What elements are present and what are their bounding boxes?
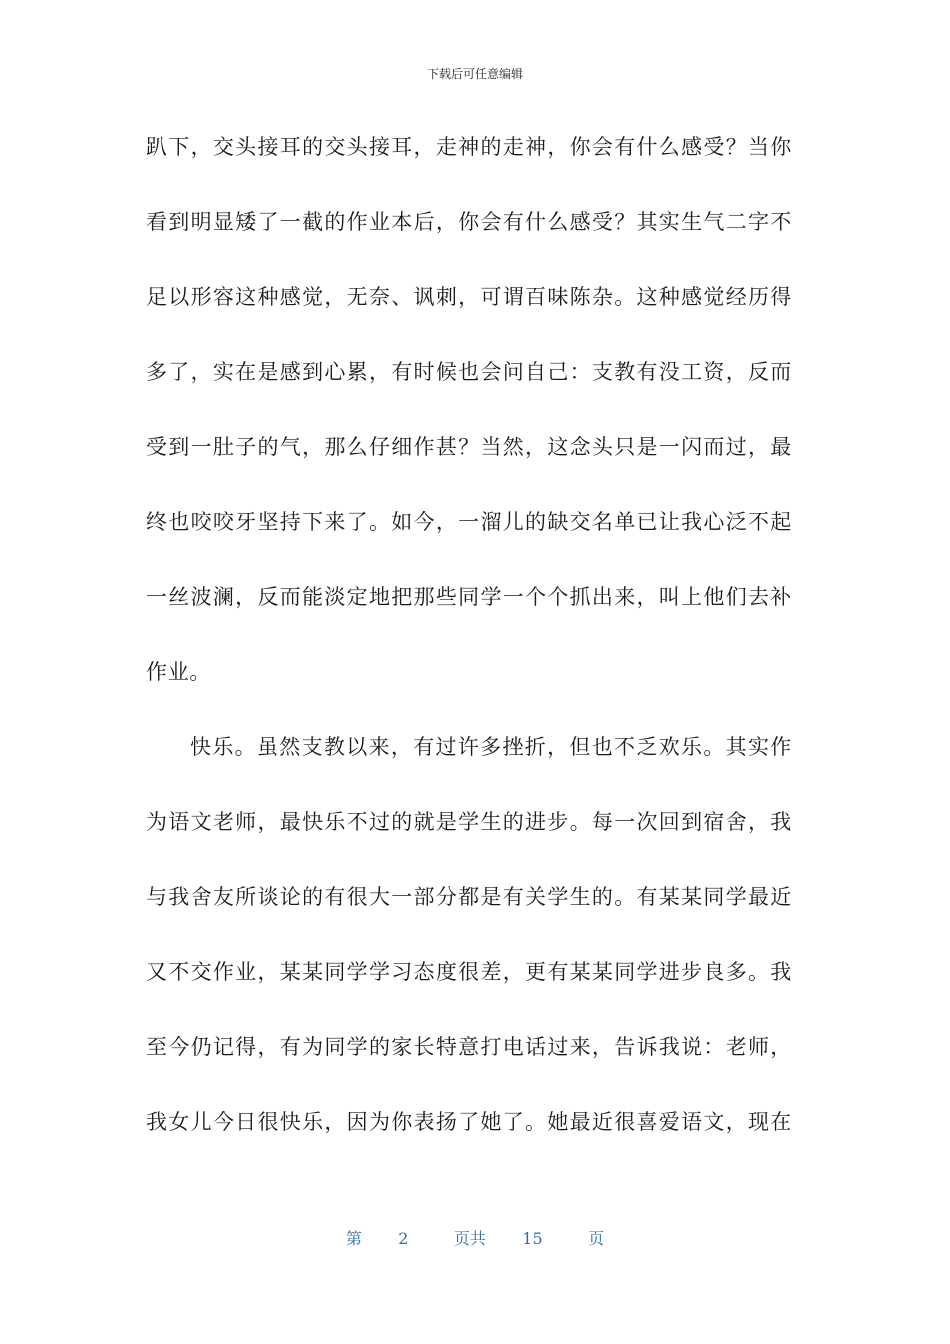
text-line: 受到一肚子的气，那么仔细作甚？当然，这念头只是一闪而过，最: [146, 435, 792, 459]
text-line: 我女儿今日很快乐，因为你表扬了她了。她最近很喜爱语文，现在: [146, 1110, 792, 1134]
text-line: 至今仍记得，有为同学的家长特意打电话过来，告诉我说：老师，: [146, 1035, 792, 1059]
text-line: 终也咬咬牙坚持下来了。如今，一溜儿的缺交名单已让我心泛不起: [146, 510, 792, 534]
page-header: [0, 66, 950, 82]
footer-suffix: 页: [588, 1229, 605, 1248]
document-body: [146, 121, 792, 1171]
footer-current-page: 2: [398, 1229, 409, 1248]
text-line: 趴下，交头接耳的交头接耳，走神的走神，你会有什么感受？当你: [146, 135, 792, 159]
text-line: 看到明显矮了一截的作业本后，你会有什么感受？其实生气二字不: [146, 210, 792, 234]
footer-middle: 页共: [453, 1229, 486, 1248]
text-line: 与我舍友所谈论的有很大一部分都是有关学生的。有某某同学最近: [146, 885, 792, 909]
header-text: 下载后可任意编辑: [426, 67, 523, 81]
text-line-paragraph-start: 快乐。虽然支教以来，有过许多挫折，但也不乏欢乐。其实作: [190, 735, 792, 759]
text-line: 多了，实在是感到心累，有时候也会问自己：支教有没工资，反而: [146, 360, 792, 384]
footer-total-pages: 15: [522, 1229, 543, 1248]
text-line: 足以形容这种感觉，无奈、讽刺，可谓百味陈杂。这种感觉经历得: [146, 285, 792, 309]
text-line: 为语文老师，最快乐不过的就是学生的进步。每一次回到宿舍，我: [146, 810, 792, 834]
footer-prefix: 第: [345, 1229, 362, 1248]
page-footer: [0, 1228, 950, 1250]
text-line-paragraph-end: 作业。: [146, 660, 212, 684]
text-line: 又不交作业，某某同学学习态度很差，更有某某同学进步良多。我: [146, 960, 792, 984]
text-line: 一丝波澜，反而能淡定地把那些同学一个个抓出来，叫上他们去补: [146, 585, 792, 609]
